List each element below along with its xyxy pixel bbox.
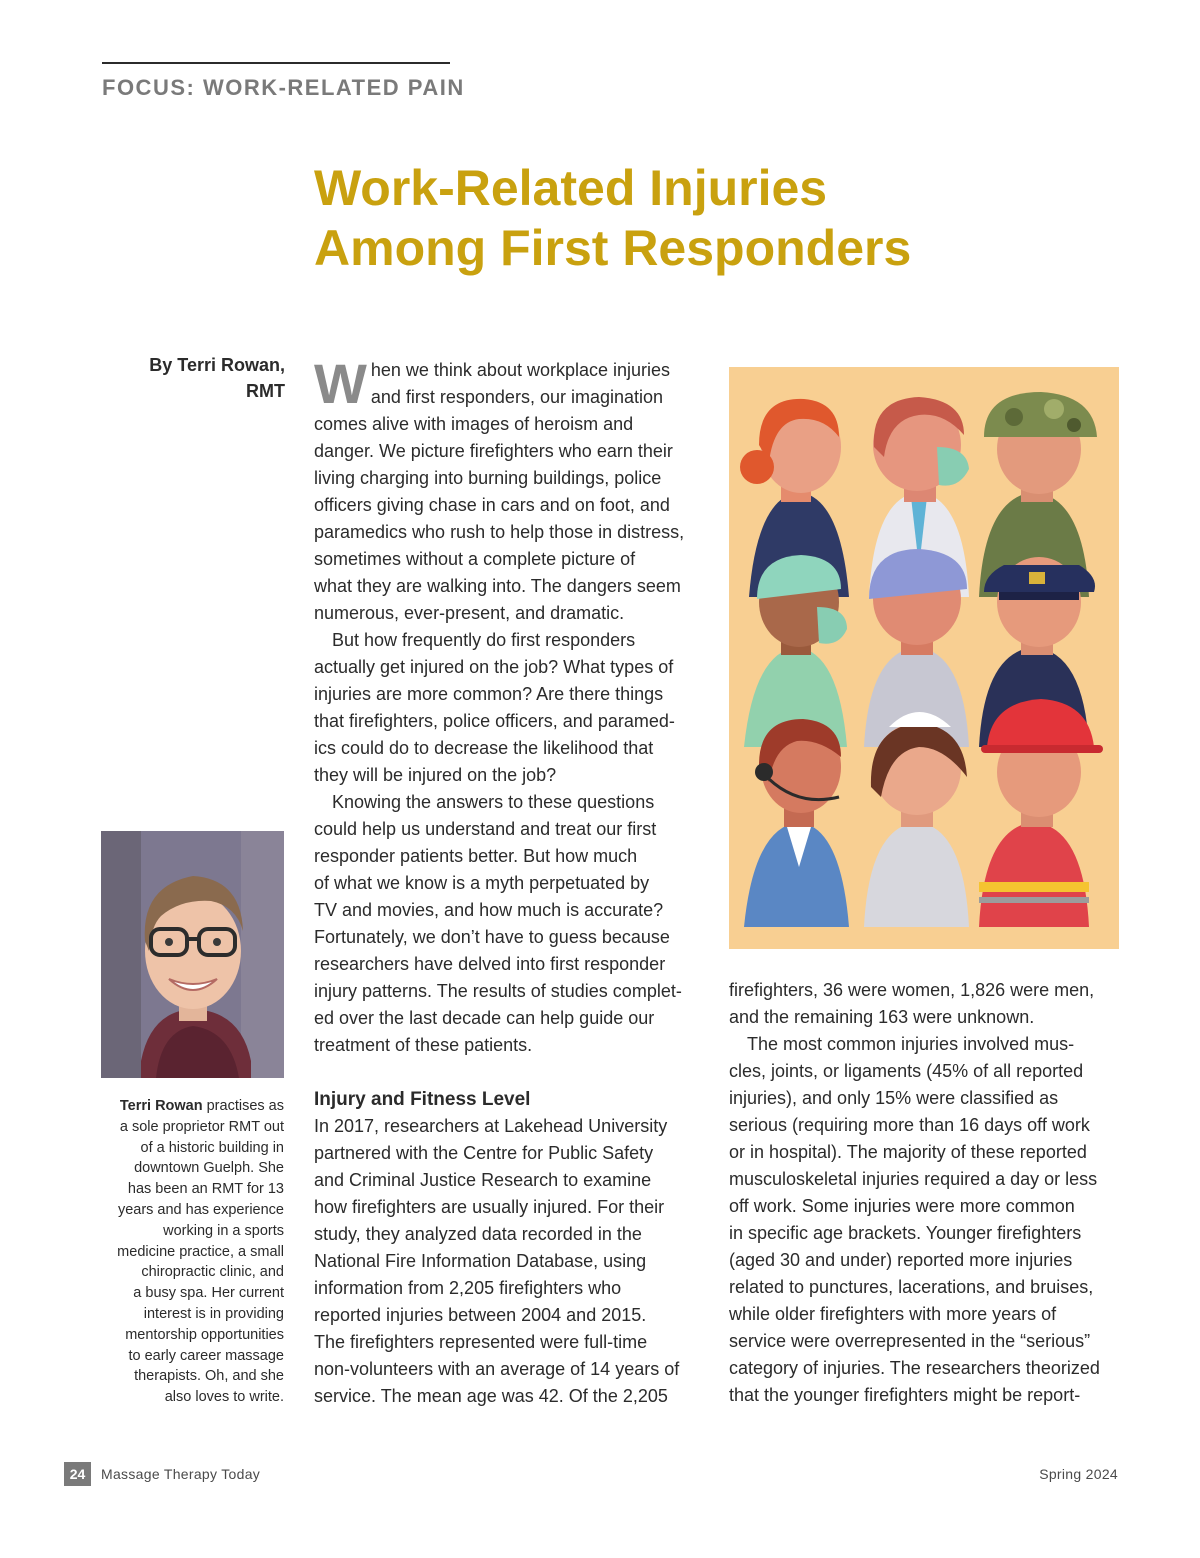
body-line: comes alive with images of heroism and	[314, 414, 634, 434]
body-line: treatment of these patients.	[314, 1035, 533, 1055]
body-line: and Criminal Justice Research to examine	[314, 1170, 652, 1190]
body-line: reported injuries between 2004 and 2015.	[314, 1305, 647, 1325]
byline	[100, 352, 285, 404]
bio-line: downtown Guelph. She	[134, 1160, 284, 1177]
section-label: FOCUS: WORK-RELATED PAIN	[102, 75, 465, 100]
body-line: (aged 30 and under) reported more injuries	[729, 1250, 1073, 1270]
body-line: and first responders, our imagination	[370, 387, 664, 407]
bio-line: of a historic building in	[140, 1139, 284, 1156]
body-line: of what we know is a myth perpetuated by	[314, 873, 650, 893]
article-column-1	[314, 352, 714, 1410]
body-line: officers giving chase in cars and on foot, and	[314, 495, 670, 515]
body-line: cles, joints, or ligaments (45% of all reported	[729, 1061, 1084, 1081]
body-line: But how frequently do first responders	[332, 630, 636, 650]
body-line: paramedics who rush to help those in distress,	[314, 522, 685, 542]
article-column-2	[729, 977, 1129, 1409]
body-line: responder patients better. But how much	[314, 846, 638, 866]
body-line: ics could do to decrease the likelihood that	[314, 738, 654, 758]
body-line: that the younger firefighters might be report-	[729, 1385, 1081, 1405]
body-line: National Fire Information Database, using	[314, 1251, 647, 1271]
bio-name: Terri Rowan	[119, 1098, 203, 1114]
body-line: serious (requiring more than 16 days off work	[729, 1115, 1090, 1135]
body-line: numerous, ever-present, and dramatic.	[314, 603, 625, 623]
body-line: researchers have delved into first responder	[314, 954, 666, 974]
body-line: The most common injuries involved mus-	[747, 1034, 1075, 1054]
body-line: Fortunately, we don’t have to guess because	[314, 927, 670, 947]
body-line: that firefighters, police officers, and paramed-	[314, 711, 675, 731]
body-line: service. The mean age was 42. Of the 2,205	[314, 1386, 668, 1406]
body-line: injuries), and only 15% were classified as	[729, 1088, 1059, 1108]
header-rule	[102, 62, 450, 64]
page-number: 24	[64, 1462, 91, 1486]
body-line: The firefighters represented were full-time	[314, 1332, 648, 1352]
body-line: and the remaining 163 were unknown.	[729, 1007, 1035, 1027]
body-line: firefighters, 36 were women, 1,826 were men,	[729, 980, 1095, 1000]
body-line: hen we think about workplace injuries	[370, 360, 671, 380]
body-line: while older firefighters with more years of	[729, 1304, 1057, 1324]
body-line: or in hospital). The majority of these reported	[729, 1142, 1087, 1162]
body-line: study, they analyzed data recorded in the	[314, 1224, 642, 1244]
bio-line: chiropractic clinic, and	[141, 1264, 284, 1281]
body-line: how firefighters are usually injured. For their	[314, 1197, 665, 1217]
bio-line: a sole proprietor RMT out	[119, 1118, 284, 1135]
body-line: musculoskeletal injuries required a day or less	[729, 1169, 1098, 1189]
body-line: what they are walking into. The dangers seem	[314, 576, 681, 596]
drop-cap: W	[314, 352, 367, 415]
body-line: in specific age brackets. Younger firefighters	[729, 1223, 1082, 1243]
bio-line: also loves to write.	[164, 1389, 284, 1406]
author-portrait-image	[101, 831, 284, 1078]
body-line: In 2017, researchers at Lakehead University	[314, 1116, 668, 1136]
body-line: off work. Some injuries were more common	[729, 1196, 1075, 1216]
bio-line: therapists. Oh, and she	[134, 1368, 284, 1385]
body-line: category of injuries. The researchers theorized	[729, 1358, 1100, 1378]
title-line-1: Work-Related Injuries	[314, 160, 828, 216]
bio-line: working in a sports	[163, 1222, 284, 1239]
body-line: ed over the last decade can help guide our	[314, 1008, 655, 1028]
subheading: Injury and Fitness Level	[314, 1089, 531, 1110]
body-line: TV and movies, and how much is accurate?	[314, 900, 664, 920]
body-line: related to punctures, lacerations, and bruises,	[729, 1277, 1094, 1297]
body-line: danger. We picture firefighters who earn their	[314, 441, 673, 461]
title-line-2: Among First Responders	[314, 220, 912, 276]
byline-credential: RMT	[246, 381, 285, 401]
author-bio	[96, 1096, 284, 1408]
body-line: actually get injured on the job? What types of	[314, 657, 674, 677]
bio-line: mentorship opportunities	[125, 1326, 284, 1343]
body-line: injuries are more common? Are there things	[314, 684, 664, 704]
body-line: partnered with the Centre for Public Safety	[314, 1143, 654, 1163]
body-line: sometimes without a complete picture of	[314, 549, 636, 569]
bio-line: to early career massage	[128, 1347, 284, 1364]
author-photo	[101, 831, 284, 1078]
body-line: injury patterns. The results of studies complet-	[314, 981, 682, 1001]
body-line: Knowing the answers to these questions	[332, 792, 655, 812]
byline-author: By Terri Rowan,	[149, 355, 285, 375]
first-responders-illustration	[729, 367, 1119, 949]
bio-line: has been an RMT for 13	[127, 1181, 284, 1198]
bio-line: medicine practice, a small	[117, 1243, 284, 1260]
article-title	[314, 158, 1114, 278]
bio-line: interest is in providing	[143, 1305, 284, 1322]
bio-line: years and has experience	[117, 1201, 284, 1218]
body-line: service were overrepresented in the “serious”	[729, 1331, 1091, 1351]
body-line: they will be injured on the job?	[314, 765, 557, 785]
body-line: living charging into burning buildings, police	[314, 468, 662, 488]
publication-name: Massage Therapy Today	[101, 1466, 261, 1482]
bio-line: Terri Rowan practises as	[119, 1098, 284, 1114]
body-line: information from 2,205 firefighters who	[314, 1278, 622, 1298]
body-line: could help us understand and treat our first	[314, 819, 657, 839]
responders-artwork	[729, 367, 1119, 949]
body-line: non-volunteers with an average of 14 years of	[314, 1359, 680, 1379]
bio-line: a busy spa. Her current	[133, 1285, 284, 1302]
issue-date: Spring 2024	[1039, 1466, 1118, 1482]
